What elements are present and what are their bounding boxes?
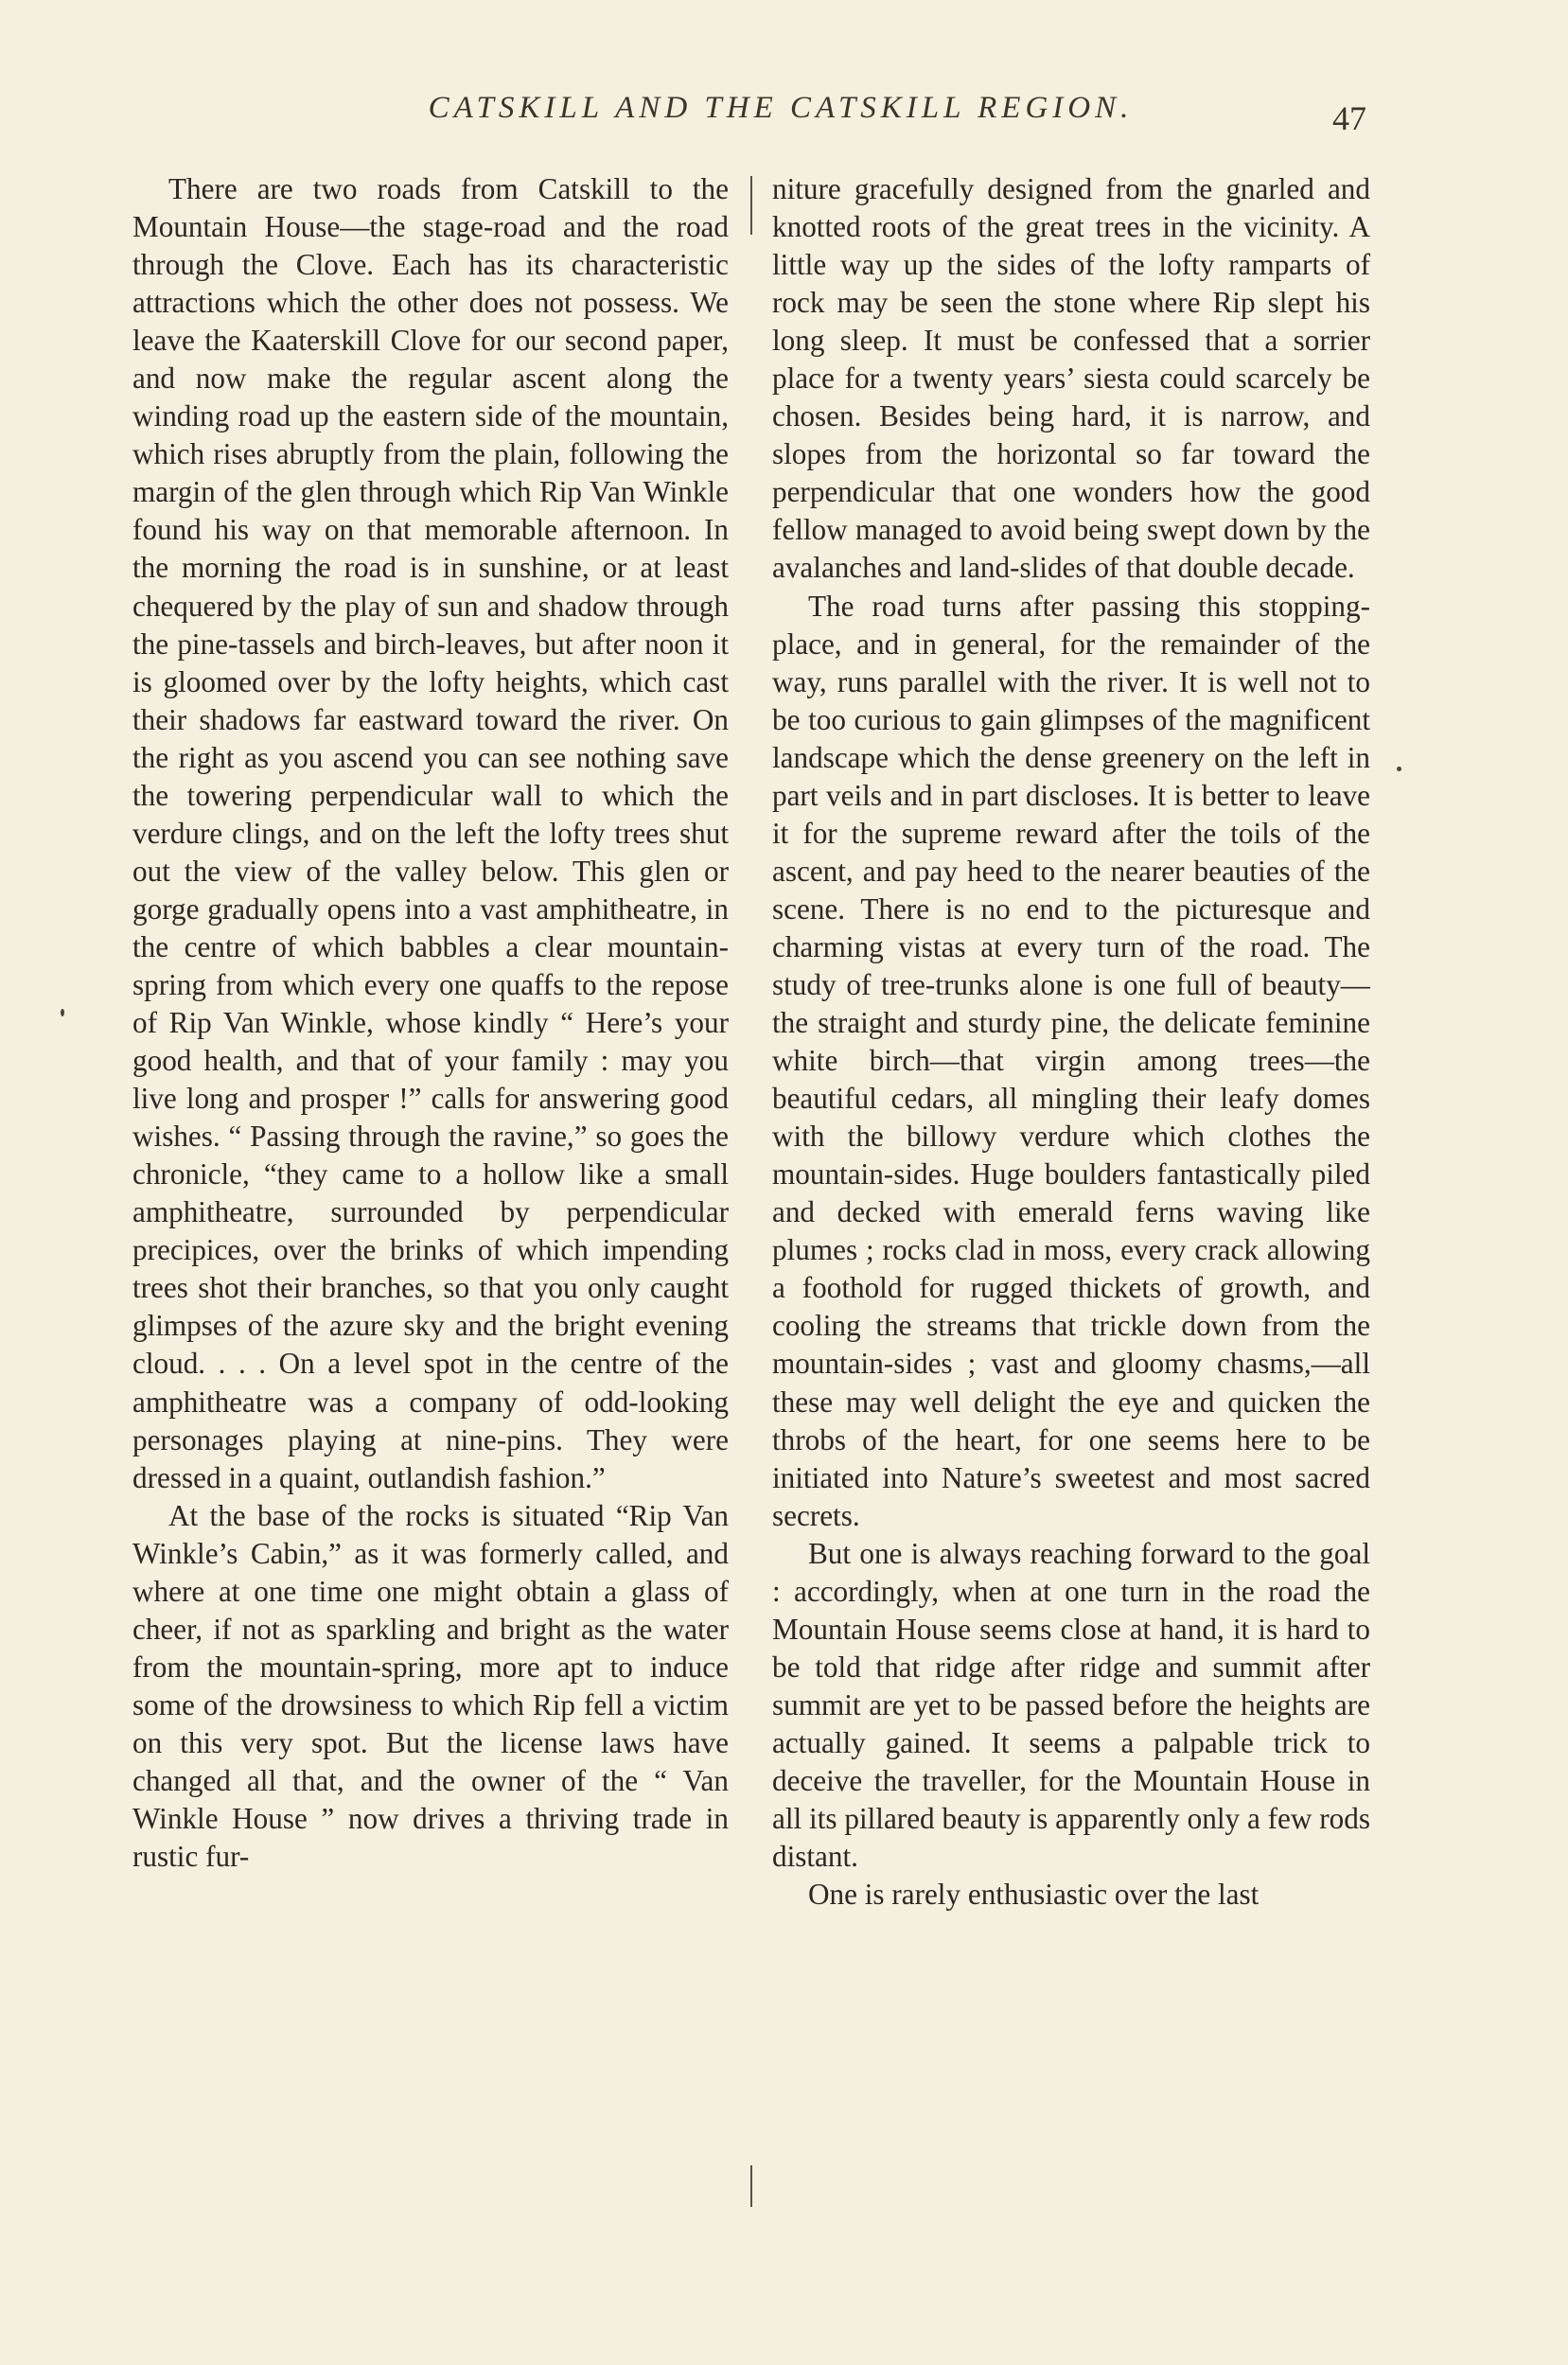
right-paragraph-1: The road turns after passing this stopping-place, and in general, for the remainder of the way, runs parallel with the river. It is well not to be too curious to gain glimpses of the magnificent landscape which the dense greenery on the left in part veils and in part discloses. It is better to leave it for the supreme reward after the toils of the ascent, and pay heed to the nearer beauties of the scene. There is no end to the picturesque and charming vistas at every turn of the road. The study of tree-trunks alone is one full of beauty—the straight and sturdy pine, the delicate feminine white birch—that virgin among trees—the beautiful cedars, all mingling their leafy domes with the billowy verdure which clothes the mountain-sides. Huge boulders fantastically piled and decked with emerald ferns waving like plumes ; rocks clad in moss, every crack allowing a foothold for rugged thickets of growth, and cooling the streams that trickle down from the mountain-sides ; vast and gloomy chasms,—all these may well delight the eye and quicken the throbs of the heart, for one seems here to be initiated into Nature’s sweetest and most sacred secrets. [772, 589, 1370, 1532]
right-paragraph-2: But one is always reaching forward to the goal : accordingly, when at one turn in the road the Mountain House seems close at hand, it is hard to be told that ridge after ridge and summit after summit are yet to be passed before the heights are actually gained. It seems a palpable trick to deceive the traveller, for the Mountain House in all its pillared beauty is apparently only a few rods distant. [772, 1536, 1370, 1874]
right-continuation: niture gracefully designed from the gnarled and knotted roots of the great trees in the vicinity. A little way up the sides of the lofty ramparts of rock may be seen the stone where Rip slept his long sleep. It must be confessed that a sorrier place for a twenty years’ siesta could scarcely be chosen. Besides being hard, it is narrow, and slopes from the horizontal so far toward the perpendicular that one wonders how the good fellow managed to avoid being swept down by the avalanches and land-slides of that double decade. [772, 172, 1370, 585]
right-paragraph-3: One is rarely enthusiastic over the last [808, 1878, 1260, 1912]
right-column [772, 170, 1370, 1914]
left-paragraph-2: At the base of the rocks is situated “Rip Van Winkle’s Cabin,” as it was formerly called, and where at one time one might obtain a glass of cheer, if not as sparkling and bright as the water from the mountain-spring, more apt to induce some of the drowsiness to which Rip fell a victim on this very spot. But the license laws have changed all that, and the owner of the “ Van Winkle House ” now drives a thriving trade in rustic fur- [132, 1498, 729, 1874]
running-title: CATSKILL AND THE CATSKILL REGION. [428, 91, 1134, 125]
left-column [132, 170, 729, 1876]
column-rule-bottom [750, 2165, 752, 2207]
page-number: 47 [1332, 99, 1366, 137]
column-rule-top [750, 176, 752, 235]
ink-speck [61, 1009, 64, 1016]
left-paragraph-1: There are two roads from Catskill to the Mountain House—the stage-road and the road through the Clove. Each has its characteristic attractions which the other does not possess. We leave the Kaaterskill Clove for our second paper, and now make the regular ascent along the winding road up the eastern side of the mountain, which rises abruptly from the plain, following the margin of the glen through which Rip Van Winkle found his way on that memorable afternoon. In the morning the road is in sunshine, or at least chequered by the play of sun and shadow through the pine-tassels and birch-leaves, but after noon it is gloomed over by the lofty heights, which cast their shadows far eastward toward the river. On the right as you ascend you can see nothing save the towering perpendicular wall to which the verdure clings, and on the left the lofty trees shut out the view of the valley below. This glen or gorge gradually opens into a vast amphitheatre, in the centre of which babbles a clear mountain-spring from which every one quaffs to the repose of Rip Van Winkle, whose kindly “ Here’s your good health, and that of your family : may you live long and prosper !” calls for answering good wishes. “ Passing through the ravine,” so goes the chronicle, “they came to a hollow like a small amphitheatre, surrounded by perpendicular precipices, over the brinks of which impending trees shot their branches, so that you only caught glimpses of the azure sky and the bright evening cloud. . . . On a level spot in the centre of the amphitheatre was a company of odd-looking personages playing at nine-pins. They were dressed in a quaint, outlandish fashion.” [132, 172, 729, 1494]
ink-speck [1397, 767, 1401, 771]
